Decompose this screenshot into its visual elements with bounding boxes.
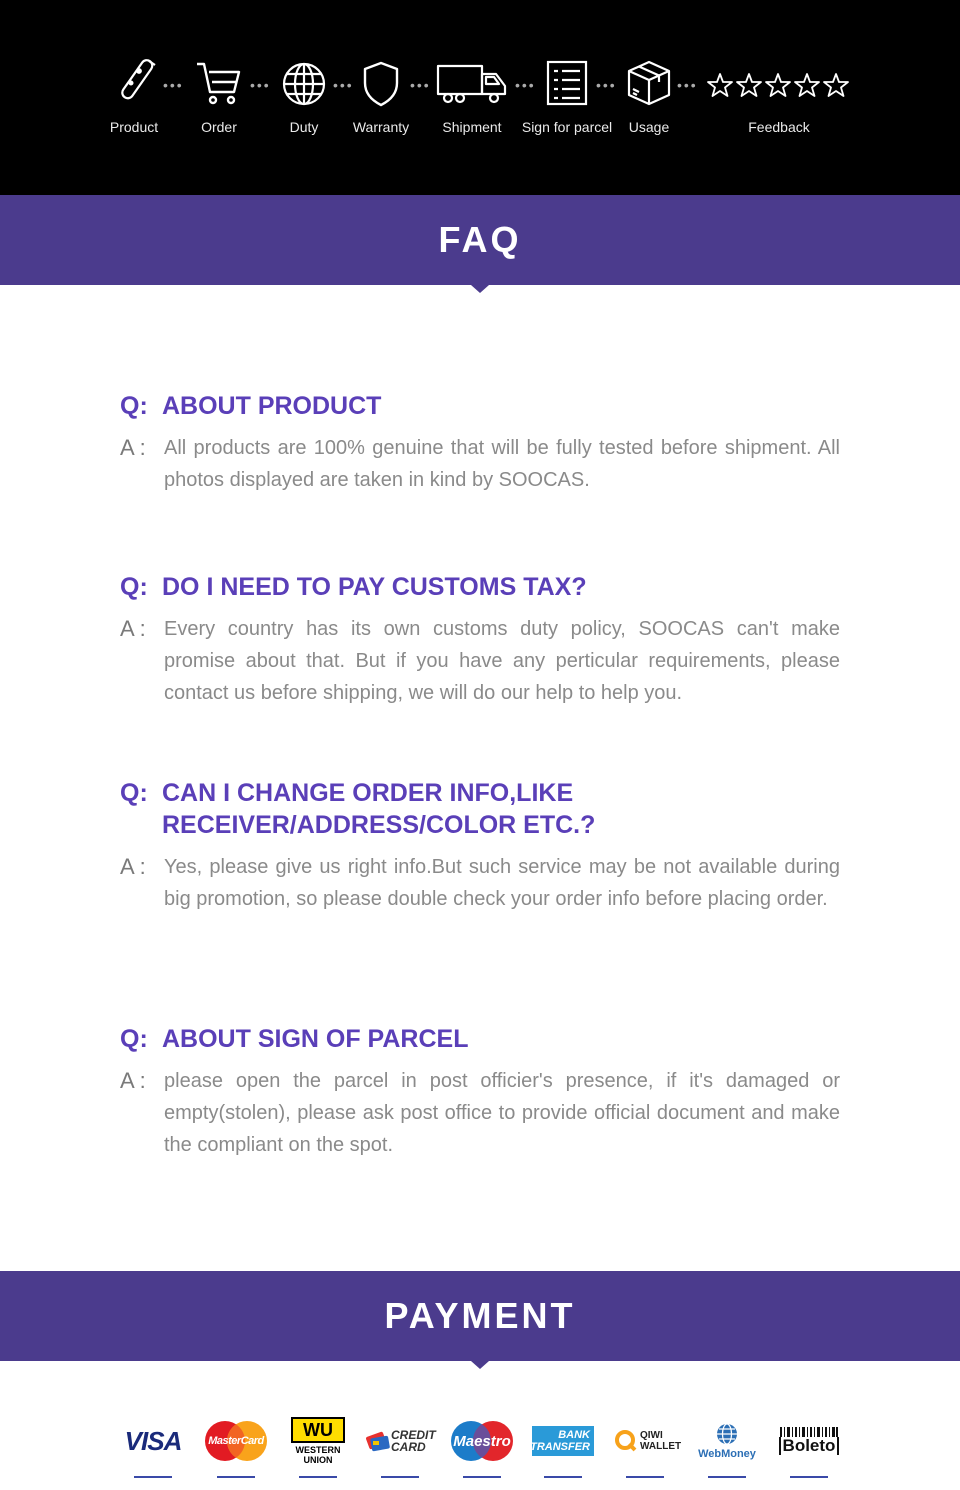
stars-icon bbox=[704, 58, 854, 108]
payment-boleto bbox=[774, 1415, 844, 1477]
step-label: Product bbox=[109, 119, 159, 135]
western-union-logo: WU WESTERN UNION bbox=[283, 1415, 353, 1467]
dots-divider: ••• bbox=[250, 77, 271, 93]
answer-prefix: A : bbox=[120, 854, 146, 879]
underline bbox=[134, 1476, 172, 1478]
process-bar bbox=[0, 0, 960, 195]
dots-divider: ••• bbox=[515, 77, 536, 93]
faq-question: ABOUT SIGN OF PARCEL bbox=[162, 1025, 469, 1053]
globe-icon bbox=[279, 58, 329, 108]
toothbrush-icon bbox=[109, 58, 159, 108]
faq-item bbox=[120, 571, 840, 709]
banner-notch bbox=[471, 285, 489, 293]
payment-banner bbox=[0, 1271, 960, 1361]
step-shipment bbox=[424, 58, 520, 135]
question-prefix: Q: bbox=[120, 392, 148, 420]
faq-item bbox=[120, 777, 840, 915]
answer-prefix: A : bbox=[120, 1068, 146, 1093]
underline bbox=[790, 1476, 828, 1478]
faq-answer: All products are 100% genuine that will be fully tested before shipment. All photos displayed are taken in kind by SOOCAS. bbox=[164, 437, 840, 491]
payment-credit-card bbox=[365, 1415, 435, 1477]
underline bbox=[626, 1476, 664, 1478]
dots-divider: ••• bbox=[410, 77, 431, 93]
underline bbox=[544, 1476, 582, 1478]
webmoney-globe-icon bbox=[715, 1422, 739, 1446]
underline bbox=[463, 1476, 501, 1478]
payment-title: PAYMENT bbox=[384, 1295, 576, 1336]
step-feedback bbox=[704, 58, 854, 135]
step-label: Warranty bbox=[352, 119, 410, 135]
underline bbox=[708, 1476, 746, 1478]
step-label: Shipment bbox=[442, 119, 502, 135]
question-prefix: Q: bbox=[120, 573, 148, 601]
mastercard-logo: MasterCard bbox=[201, 1415, 271, 1467]
step-label: Duty bbox=[289, 119, 319, 135]
dots-divider: ••• bbox=[677, 77, 698, 93]
question-prefix: Q: bbox=[120, 1025, 148, 1053]
credit-card-icon bbox=[365, 1428, 391, 1454]
step-label: Feedback bbox=[748, 119, 810, 135]
faq-answer: Every country has its own customs duty policy, SOOCAS can't make promise about that. But if you have any perticular requirements, please contact us before shipping, we will do our help to help you. bbox=[164, 618, 840, 704]
step-label: Usage bbox=[628, 119, 670, 135]
payment-maestro bbox=[447, 1415, 517, 1477]
qiwi-logo: QIWI WALLET bbox=[610, 1415, 680, 1467]
faq-question: DO I NEED TO PAY CUSTOMS TAX? bbox=[162, 573, 587, 601]
faq-banner bbox=[0, 195, 960, 285]
checklist-icon bbox=[542, 58, 592, 108]
webmoney-logo: WebMoney bbox=[692, 1415, 762, 1467]
credit-card-logo: CREDIT CARD bbox=[365, 1415, 435, 1467]
truck-icon bbox=[436, 58, 508, 108]
faq-item bbox=[120, 1023, 840, 1161]
bank-transfer-logo: BANK TRANSFER bbox=[528, 1415, 598, 1467]
underline bbox=[299, 1476, 337, 1478]
dots-divider: ••• bbox=[333, 77, 354, 93]
payment-qiwi bbox=[610, 1415, 680, 1477]
step-label: Order bbox=[201, 119, 237, 135]
dots-divider: ••• bbox=[163, 77, 184, 93]
box-icon bbox=[624, 58, 674, 108]
banner-notch bbox=[471, 1361, 489, 1369]
question-prefix: Q: bbox=[120, 779, 148, 807]
maestro-logo: Maestro bbox=[447, 1415, 517, 1467]
faq-question: CAN I CHANGE ORDER INFO,LIKE RECEIVER/ADDRESS/COLOR ETC.? bbox=[162, 779, 596, 839]
payment-visa bbox=[118, 1415, 188, 1477]
faq-item bbox=[120, 390, 840, 496]
faq-question: ABOUT PRODUCT bbox=[162, 392, 382, 420]
faq-answer: Yes, please give us right info.But such service may be not available during big promotion, so please double check your order info before placing order. bbox=[164, 856, 840, 910]
payment-webmoney bbox=[692, 1415, 762, 1477]
qiwi-icon bbox=[614, 1429, 638, 1453]
boleto-logo: Boleto bbox=[774, 1415, 844, 1467]
underline bbox=[381, 1476, 419, 1478]
faq-answer: please open the parcel in post officier's presence, if it's damaged or empty(stolen), please ask post office to provide official document and make the compliant on the spot. bbox=[164, 1070, 840, 1156]
payment-bank-transfer bbox=[528, 1415, 598, 1477]
answer-prefix: A : bbox=[120, 435, 146, 460]
step-label: Sign for parcel bbox=[521, 119, 613, 135]
shield-icon bbox=[356, 58, 406, 108]
cart-icon bbox=[194, 58, 244, 108]
underline bbox=[217, 1476, 255, 1478]
faq-title: FAQ bbox=[438, 219, 522, 260]
visa-logo: VISA bbox=[124, 1425, 182, 1456]
dots-divider: ••• bbox=[596, 77, 617, 93]
answer-prefix: A : bbox=[120, 616, 146, 641]
payment-western-union bbox=[283, 1415, 353, 1477]
payment-mastercard bbox=[201, 1415, 271, 1477]
